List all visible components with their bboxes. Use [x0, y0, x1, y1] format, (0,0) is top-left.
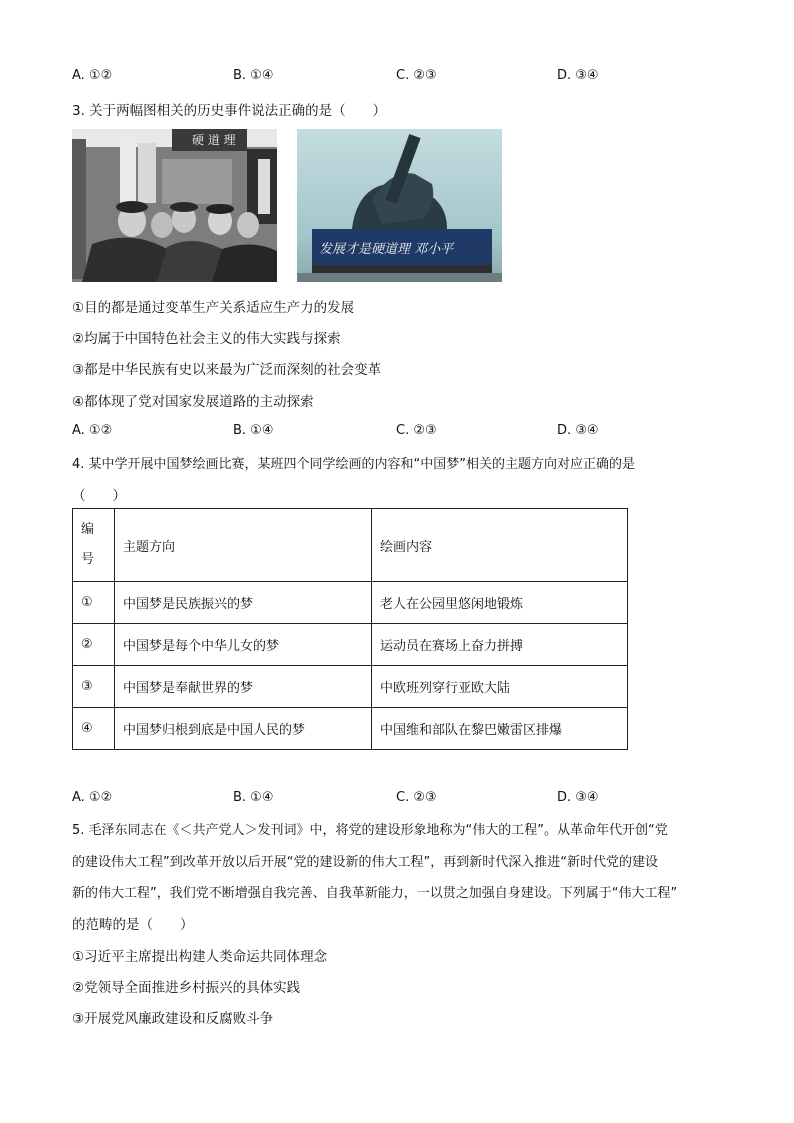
q4-table [72, 508, 628, 750]
sculpture-photo [297, 129, 502, 282]
row-content: 中国维和部队在黎巴嫩雷区排爆 [372, 708, 628, 750]
q5-stem-line: 的建设伟大工程”到改革开放以后开展“党的建设新的伟大工程”，再到新时代深入推进“新时代党的建设 [72, 855, 658, 870]
row-content: 中欧班列穿行亚欧大陆 [372, 666, 628, 708]
option-b: B. ①④ [233, 68, 274, 83]
option-c: C. ②③ [396, 423, 437, 438]
historical-photo-crowd [72, 129, 277, 282]
q5-statement-2: ②党领导全面推进乡村振兴的具体实践 [72, 980, 301, 996]
option-a: A. ①② [72, 790, 113, 805]
q5-statement-3: ③开展党风廉政建设和反腐败斗争 [72, 1011, 274, 1027]
row-number: ① [73, 582, 115, 624]
option-b: B. ①④ [233, 790, 274, 805]
q5-stem-line: 5. 毛泽东同志在《＜共产党人＞发刊词》中，将党的建设形象地称为“伟大的工程”。从革命年代开创“党 [72, 823, 668, 838]
row-theme: 中国梦是每个中华儿女的梦 [115, 624, 372, 666]
table-row [73, 666, 628, 708]
crowd-photo-illustration [72, 129, 277, 282]
q4-stem: 4. 某中学开展中国梦绘画比赛，某班四个同学绘画的内容和“中国梦”相关的主题方向对应正确的是 [72, 457, 636, 472]
row-theme: 中国梦归根到底是中国人民的梦 [115, 708, 372, 750]
row-content: 老人在公园里悠闲地锻炼 [372, 582, 628, 624]
sculpture-base-text: 发展才是硬道理 邓小平 [319, 242, 454, 257]
sculpture-illustration [297, 129, 502, 282]
header-theme: 主题方向 [115, 509, 372, 582]
option-d: D. ③④ [557, 68, 599, 83]
option-b: B. ①④ [233, 423, 274, 438]
q3-stem: 3. 关于两幅图相关的历史事件说法正确的是（ ） [72, 103, 387, 119]
row-theme: 中国梦是奉献世界的梦 [115, 666, 372, 708]
row-number: ② [73, 624, 115, 666]
q5-statement-1: ①习近平主席提出构建人类命运共同体理念 [72, 949, 328, 965]
row-number: ③ [73, 666, 115, 708]
header-number: 编 号 [73, 509, 115, 582]
option-c: C. ②③ [396, 790, 437, 805]
q3-options [0, 423, 794, 441]
q5-stem-line: 的范畴的是（ ） [72, 917, 194, 933]
option-a: A. ①② [72, 423, 113, 438]
table-row [73, 582, 628, 624]
shop-sign: 硬 道 理 [192, 133, 236, 147]
table-row [73, 708, 628, 750]
q5-stem-line: 新的伟大工程”，我们党不断增强自我完善、自我革新能力，一以贯之加强自身建设。下列属于“伟大工程” [72, 886, 678, 901]
table-row [73, 624, 628, 666]
table-header-row [73, 509, 628, 582]
q4-stem-bracket: （ ） [72, 488, 126, 504]
option-d: D. ③④ [557, 790, 599, 805]
q3-statement-3: ③都是中华民族有史以来最为广泛而深刻的社会变革 [72, 362, 382, 378]
row-theme: 中国梦是民族振兴的梦 [115, 582, 372, 624]
q4-options [0, 790, 794, 808]
q3-statement-1: ①目的都是通过变革生产关系适应生产力的发展 [72, 300, 355, 316]
header-content: 绘画内容 [372, 509, 628, 582]
row-content: 运动员在赛场上奋力拼搏 [372, 624, 628, 666]
q2-options [0, 68, 794, 86]
option-d: D. ③④ [557, 423, 599, 438]
q3-statement-4: ④都体现了党对国家发展道路的主动探索 [72, 394, 314, 410]
q3-statement-2: ②均属于中国特色社会主义的伟大实践与探索 [72, 331, 341, 347]
row-number: ④ [73, 708, 115, 750]
option-c: C. ②③ [396, 68, 437, 83]
option-a: A. ①② [72, 68, 113, 83]
